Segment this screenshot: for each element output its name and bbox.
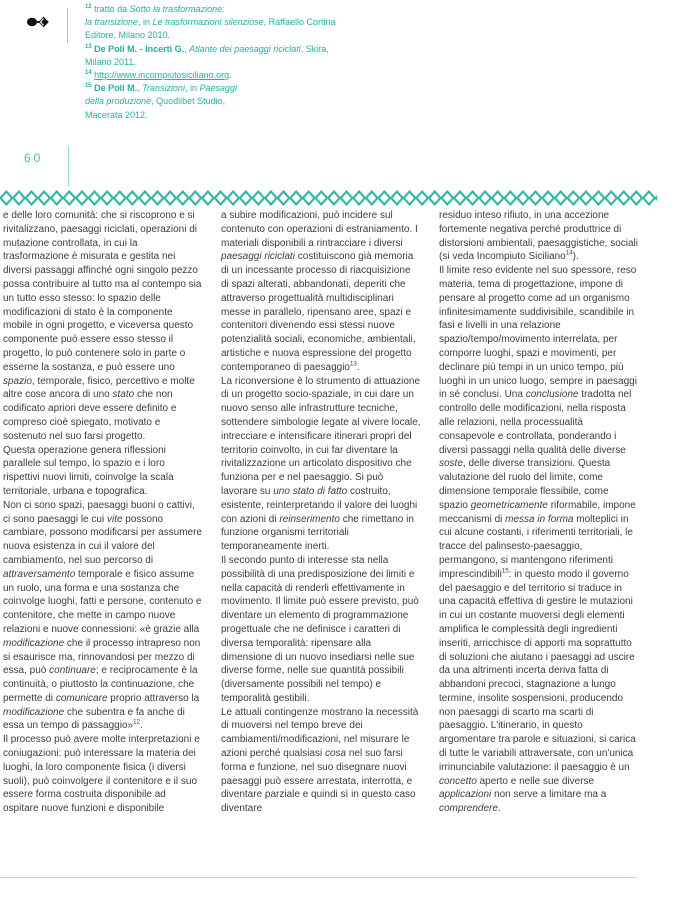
footnote-item: $^{15}$ De Poli M., Transizioni, in Paesaggi della produzione, Quodlibet Studio, Macerata 2012.: [85, 83, 238, 120]
footnotes-block: [85, 3, 425, 122]
column-2: [221, 209, 421, 816]
link-url[interactable]: http://www.incompiutosiciliano.org: [94, 70, 230, 81]
footnote-item: $^{12}$ tratto da Sotto la trasformazione: la transizione, in Le trasformazioni silenziose, Raffaello Cortina Editore, Milano 2010.: [85, 4, 336, 41]
diamond-chain-divider: [0, 190, 657, 206]
text-columns: [3, 209, 643, 816]
pen-nib-diamond-icon: [27, 14, 49, 30]
paragraph: e delle loro comunità: che si riscoprono e si rivitalizzano, paesaggi riciclati, operazioni di mutazione controllata, in cui la trasformazione è misurata e gestita nei diversi passaggi affinché ogni singolo pezzo possa contribuire al tutto ma al contempo sia un tutto esso stesso: lo spazio delle modificazioni di stato è la componente mobile in ogni progetto, e viceversa questo componente può essere esso stesso il progetto, lo può contenere solo in parte o esserne la sostanza, e può essere uno spazio, temporale, fisico, percettivo e molte altre cose ancora di uno stato che non codificato apriori deve essere definito e compreso cioè spiegato, motivato e sostenuto nel suo farsi progetto.: [3, 210, 202, 442]
footnote-vertical-rule: [67, 8, 68, 43]
paragraph: a subire modificazioni, può incidere sul contenuto con operazioni di estraniamento. I materiali disponibili a rintracciare i diversi paesaggi riciclati costituiscono già memoria di un incessante processo di riacquisizione di spazi alterati, abbandonati, deperiti che attraverso progettualità multidisciplinari messe in parallelo, ripensano aree, spazi e contenitori divenendo essi stessi nuove potenzialità sociali, economiche, ambientali, artistiche e nuova espressione del progetto contemporaneo di paesaggio$^{13}$.: [221, 210, 418, 373]
paragraph: Il secondo punto di interesse sta nella possibilità di una predisposizione dei limiti e nella capacità di renderli effettivamente in movimento. Il limite può essere previsto, può diventare un elemento di programmazione progettuale che ne definisce i caratteri di diversa temporalità: ripensare alla dimensione di un nuovo insediarsi nelle sue diverse forme, nelle sue quantità possibili (diversamente possibili nel tempo) e temporalità gestibili.: [221, 554, 419, 704]
column-1: [3, 209, 203, 816]
paragraph: Il limite reso evidente nel suo spessore, reso materia, tema di progettazione, impone di pensare al progetto come ad un organismo infinitesimamente suddivisibile, scandibile in fasi e livelli in una relazione spazio/tempo/movimento interrelata, per comporre luoghi, spazi e movimenti, per declinare più tempi in un unico tempo, più luoghi in un unico luogo, sempre in paesaggi in sé conclusi. Una conclusione tradotta nel controllo delle modificazioni, nella risposta alle relazioni, nella processualità consapevole e controllata, ponderando i diversi passaggi nella qualità delle diverse soste, delle diverse transizioni. Questa valutazione del ruolo del limite, come dimensione temporale flessibile, come spazio geometricamente riformabile, impone meccanismi di messa in forma molteplici in cui alcune costanti, i riferimenti territoriali, le tracce del palinsesto-paesaggio, permangono, si mantengono riferimenti imprescindibili$^{15}$: in questo modo il governo del paesaggio e del territorio si traduce in una capacità effettiva di gestire le mutazioni in cui un costante muoversi degli elementi amplifica le complessità degli ingredienti inseriti, arricchisce di apporti ma soprattutto di soluzioni che aiutano i paesaggi ad uscire da una altrimenti incerta deriva fatta di abbandoni precoci, stagnazione a lungo termine, insolite sospensioni, producendo non paesaggi di scarto ma scarti di paesaggio. L'itinerario, in questo argomentare tra parole e situazioni, si carica di tutte le variabili attraversate, con un'unica irrinunciabile valutazione: il paesaggio è un concetto aperto e nelle sue diverse applicazioni non serve a limitare ma a comprendere.: [439, 265, 637, 815]
bottom-rule: [0, 877, 636, 878]
paragraph: Questa operazione genera riflessioni parallele sul tempo, lo spazio e i loro rispettivi nuovi limiti, coinvolge la scala territoriale, urbana e topografica.: [3, 444, 174, 497]
paragraph: Le attuali contingenze mostrano la necessità di muoversi nel tempo breve dei cambiamenti/modificazioni, nel misurare le azioni perché qualsiasi cosa nel suo farsi forma e funzione, nel suo disegnare nuovi paesaggi può essere arrestata, interrotta, e diventare parziale e quindi sì in questo caso diventare: [221, 706, 419, 815]
pen-nib-diamond-icon-svg: [27, 14, 49, 30]
paragraph: Non ci sono spazi, paesaggi buoni o cattivi, ci sono paesaggi le cui vite possono cambiare, possono modificarsi per assumere nuova esistenza in cui il valore del cambiamento, nel suo percorso di attraversamento temporale e fisico assume un ruolo, una forma e una sostanza che coinvolge luoghi, fatti e persone, contenuto e contenitore, che mette in campo nuove relazioni e nuove connessioni: «è grazie alla modificazione che il processo intrapreso non si esaurisce ma, rinnovandosi per mezzo di essa, può continuare; e reciprocamente è la continuità, o piuttosto la continuazione, che permette di comunicare proprio attraverso la modificazione che subentra e fa anche di essa un tempo di passaggio»$^{12}$.: [3, 499, 202, 732]
footnote-item: $^{14}$ http://www.incompiutosiciliano.org.: [85, 70, 232, 81]
paragraph: residuo inteso rifiuto, in una accezione fortemente negativa perché produttrice di distorsioni ambientali, paesaggistiche, sociali (si veda Incompiuto Siciliano$^{14}$).: [439, 210, 638, 263]
paragraph: Il processo può avere molte interpretazioni e coniugazioni: può interessare la materia dei luoghi, la loro componente fisica (i diversi suoli), può coinvolgere il contenitore e il suo essere forma costruita disponibile ad ospitare nuove funzioni e disponibile: [3, 734, 200, 815]
column-3: [439, 209, 639, 816]
page-number: 60: [24, 151, 44, 165]
page-number-vertical-rule: [68, 146, 69, 186]
paragraph: La riconversione è lo strumento di attuazione di un progetto socio-spaziale, in cui dare un nuovo senso alle infrastrutture tecniche, sottendere simbologie legate al vivere locale, intrecciare e intensificare itinerari propri del territorio coinvolto, in cui far diventare la rivitalizzazione un articolato dispositivo che funziona per e nel paesaggio. Si può lavorare su uno stato di fatto costruito, esistente, reinterpretando il valore dei luoghi con azioni di reinserimento che rimettano in funzione organismi territoriali temporaneamente inerti.: [221, 375, 421, 553]
footnote-item: $^{13}$ De Poli M. - Incerti G., Atlante dei paesaggi riciclati, Skira, Milano 2011.: [85, 43, 329, 67]
